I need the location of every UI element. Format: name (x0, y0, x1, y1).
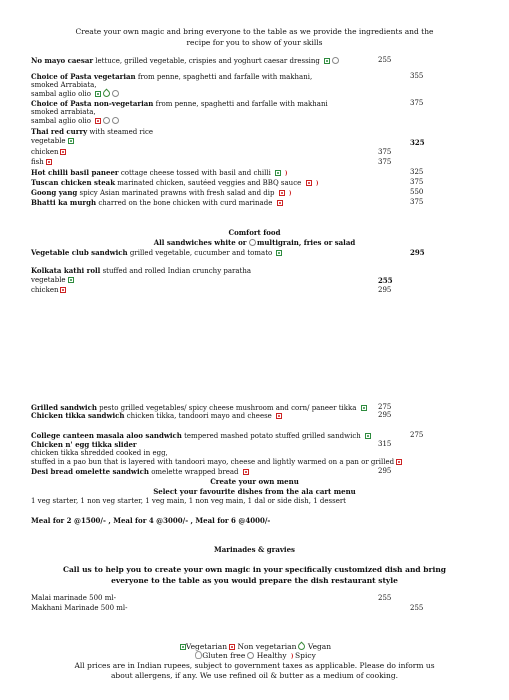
option-fish: fish (31, 158, 52, 167)
item-desc: tempered mashed potato stuffed grilled sandwich (181, 432, 361, 440)
healthy-icon (103, 117, 110, 124)
dietary-legend-row-2: Gluten free Healthy Spicy (0, 651, 509, 660)
spicy-icon (283, 170, 287, 176)
nonveg-icon (276, 413, 282, 419)
nonveg-icon (243, 469, 249, 475)
menu-item-tuscan-chicken (31, 178, 318, 188)
item-desc-line: smoked arrabiata, (31, 108, 96, 116)
menu-item-caesar (31, 56, 339, 66)
item-name: Chicken tikka sandwich (31, 411, 125, 420)
option-chicken: chicken (31, 286, 66, 295)
item-price: 375 (378, 158, 392, 166)
item-price: 295 (378, 286, 392, 294)
item-price: 325 (410, 168, 424, 176)
item-name: Choice of Pasta non-vegetarian (31, 99, 154, 108)
veg-icon (276, 250, 282, 256)
veg-icon (180, 644, 186, 650)
nonveg-icon (306, 180, 312, 186)
veg-icon (95, 91, 101, 97)
veg-icon (68, 277, 74, 283)
item-desc-line: chicken tikka shredded cooked in egg, (31, 449, 168, 457)
item-name: No mayo caesar (31, 56, 94, 65)
nonveg-icon (279, 190, 285, 196)
item-desc: grilled vegetable, cucumber and tomato (127, 249, 273, 257)
item-desc: from penne, spaghetti and farfalle with makhani (153, 100, 328, 108)
item-desc: stuffed and rolled Indian crunchy paratha (100, 267, 252, 275)
option-vegetable: vegetable (31, 137, 74, 146)
item-name: Thai red curry (31, 127, 88, 136)
veg-icon (365, 433, 371, 439)
menu-item-chilli-paneer (31, 168, 287, 178)
item-name: Grilled sandwich (31, 403, 97, 412)
item-price: 375 (410, 99, 424, 107)
item-price: 325 (410, 138, 425, 147)
set-menu-subtitle: Select your favourite dishes from the ala cart menu (153, 487, 356, 496)
spicy-icon (314, 180, 318, 186)
item-desc: pesto grilled vegetables/ spicy cheese mushroom and corn/ paneer tikka (96, 404, 357, 412)
item-desc: omelette wrapped bread (148, 468, 239, 476)
item-desc-line: sambal aglio olio (31, 117, 119, 126)
menu-item-kathi-roll (31, 266, 251, 276)
item-price: 255 (410, 604, 424, 612)
item-price: 255 (378, 56, 392, 64)
item-desc: cottage cheese tossed with basil and chilli (118, 169, 271, 177)
option-vegetable: vegetable (31, 276, 74, 285)
nonveg-icon (277, 200, 283, 206)
footer-line-1: All prices are in Indian rupees, subject to government taxes as applicable. Please do inform us (74, 661, 435, 670)
dietary-legend-row-1: Vegetarian Non vegetarian Vegan (0, 642, 509, 651)
item-name: Choice of Pasta vegetarian (31, 72, 136, 81)
item-name: Tuscan chicken steak (31, 178, 116, 187)
item-desc: marinated chicken, sautéed veggies and BBQ sauce (115, 179, 302, 187)
footer-line-2: about allergens, if any. We use refined oil & butter as a medium of cooking. (110, 671, 399, 680)
item-price: 295 (378, 467, 392, 475)
option-chicken: chicken (31, 148, 66, 157)
section-title-create-menu: Create your own menu (210, 477, 299, 486)
menu-item-goong-yang (31, 188, 291, 198)
header-line-2: recipe for you to show of your skills (186, 38, 323, 47)
spicy-icon (287, 190, 291, 196)
marinades-intro-line-2: everyone to the table as you would prepare the dish restaurant style (111, 576, 398, 585)
item-price: 550 (410, 188, 424, 196)
section-title-marinades: Marinades & gravies (214, 545, 295, 554)
nonveg-icon (60, 287, 66, 293)
nonveg-icon (229, 644, 235, 650)
item-price: 275 (410, 431, 424, 439)
item-desc: from penne, spaghetti and farfalle with makhani, (135, 73, 313, 81)
healthy-icon (332, 57, 339, 64)
marinade-malai: Malai marinade 500 ml- (31, 594, 116, 602)
menu-item-egg-tikka-slider: Chicken n' egg tikka slider (31, 440, 137, 449)
item-price: 275 (378, 403, 392, 411)
section-title-comfort-food: Comfort food (228, 228, 281, 237)
item-name: Hot chilli basil paneer (31, 168, 119, 177)
menu-item-chicken-tikka-sandwich (31, 411, 282, 421)
veg-icon (68, 138, 74, 144)
item-desc: chicken tikka, tandoori mayo and cheese (124, 412, 272, 420)
nonveg-icon (60, 149, 66, 155)
veg-icon (361, 405, 367, 411)
item-name: Kolkata kathi roll (31, 266, 101, 275)
item-name: College canteen masala aloo sandwich (31, 431, 182, 440)
item-name: Vegetable club sandwich (31, 248, 128, 257)
vegan-icon (102, 89, 112, 99)
item-desc-line: smoked Arrabiata, (31, 81, 97, 89)
item-price: 375 (378, 148, 392, 156)
item-price: 315 (378, 440, 392, 448)
item-name: Goong yang (31, 188, 78, 197)
item-price: 255 (378, 276, 393, 285)
marinades-intro-line-1: Call us to help you to create your own magic in your specifically customized dish and bring (62, 565, 447, 574)
nonveg-icon (46, 159, 52, 165)
menu-item-thai-curry (31, 127, 153, 137)
item-name: Desi bread omelette sandwich (31, 467, 149, 476)
set-menu-items: 1 veg starter, 1 non veg starter, 1 veg main, 1 non veg main, 1 dal or side dish, 1 dessert (31, 497, 346, 505)
item-price: 355 (410, 72, 424, 80)
nonveg-icon (396, 459, 402, 465)
nonveg-icon (95, 118, 101, 124)
item-desc: with steamed rice (87, 128, 154, 136)
item-name: Bhatti ka murgh (31, 198, 97, 207)
item-price: 295 (378, 411, 392, 419)
veg-icon (324, 58, 330, 64)
comfort-subtitle: All sandwiches white or multigrain, fries or salad (153, 238, 356, 247)
item-price: 255 (378, 594, 392, 602)
healthy-icon (112, 117, 119, 124)
healthy-icon (112, 90, 119, 97)
veg-icon (275, 170, 281, 176)
item-price: 375 (410, 198, 424, 206)
item-desc-line: sambal aglio olio (31, 90, 119, 99)
healthy-icon (249, 239, 256, 246)
item-price: 295 (410, 248, 425, 257)
menu-item-bhatti-murgh (31, 198, 283, 208)
menu-item-bread-omelette (31, 467, 249, 477)
item-price: 375 (410, 178, 424, 186)
item-desc: charred on the bone chicken with curd marinade (96, 199, 273, 207)
item-desc-line: stuffed in a pao bun that is layered with tandoori mayo, cheese and lightly warmed on a pan or grilled (31, 458, 402, 467)
item-desc: spicy Asian marinated prawns with fresh salad and dip (77, 189, 275, 197)
item-desc: lettuce, grilled vegetable, crispies and yoghurt caesar dressing (93, 57, 320, 65)
header-line-1: Create your own magic and bring everyone to the table as we provide the ingredients and the (75, 27, 434, 36)
set-menu-prices: Meal for 2 @1500/- , Meal for 4 @3000/- , Meal for 6 @4000/- (31, 516, 271, 525)
menu-item-veg-club (31, 248, 282, 258)
marinade-makhani: Makhani Marinade 500 ml- (31, 604, 128, 612)
